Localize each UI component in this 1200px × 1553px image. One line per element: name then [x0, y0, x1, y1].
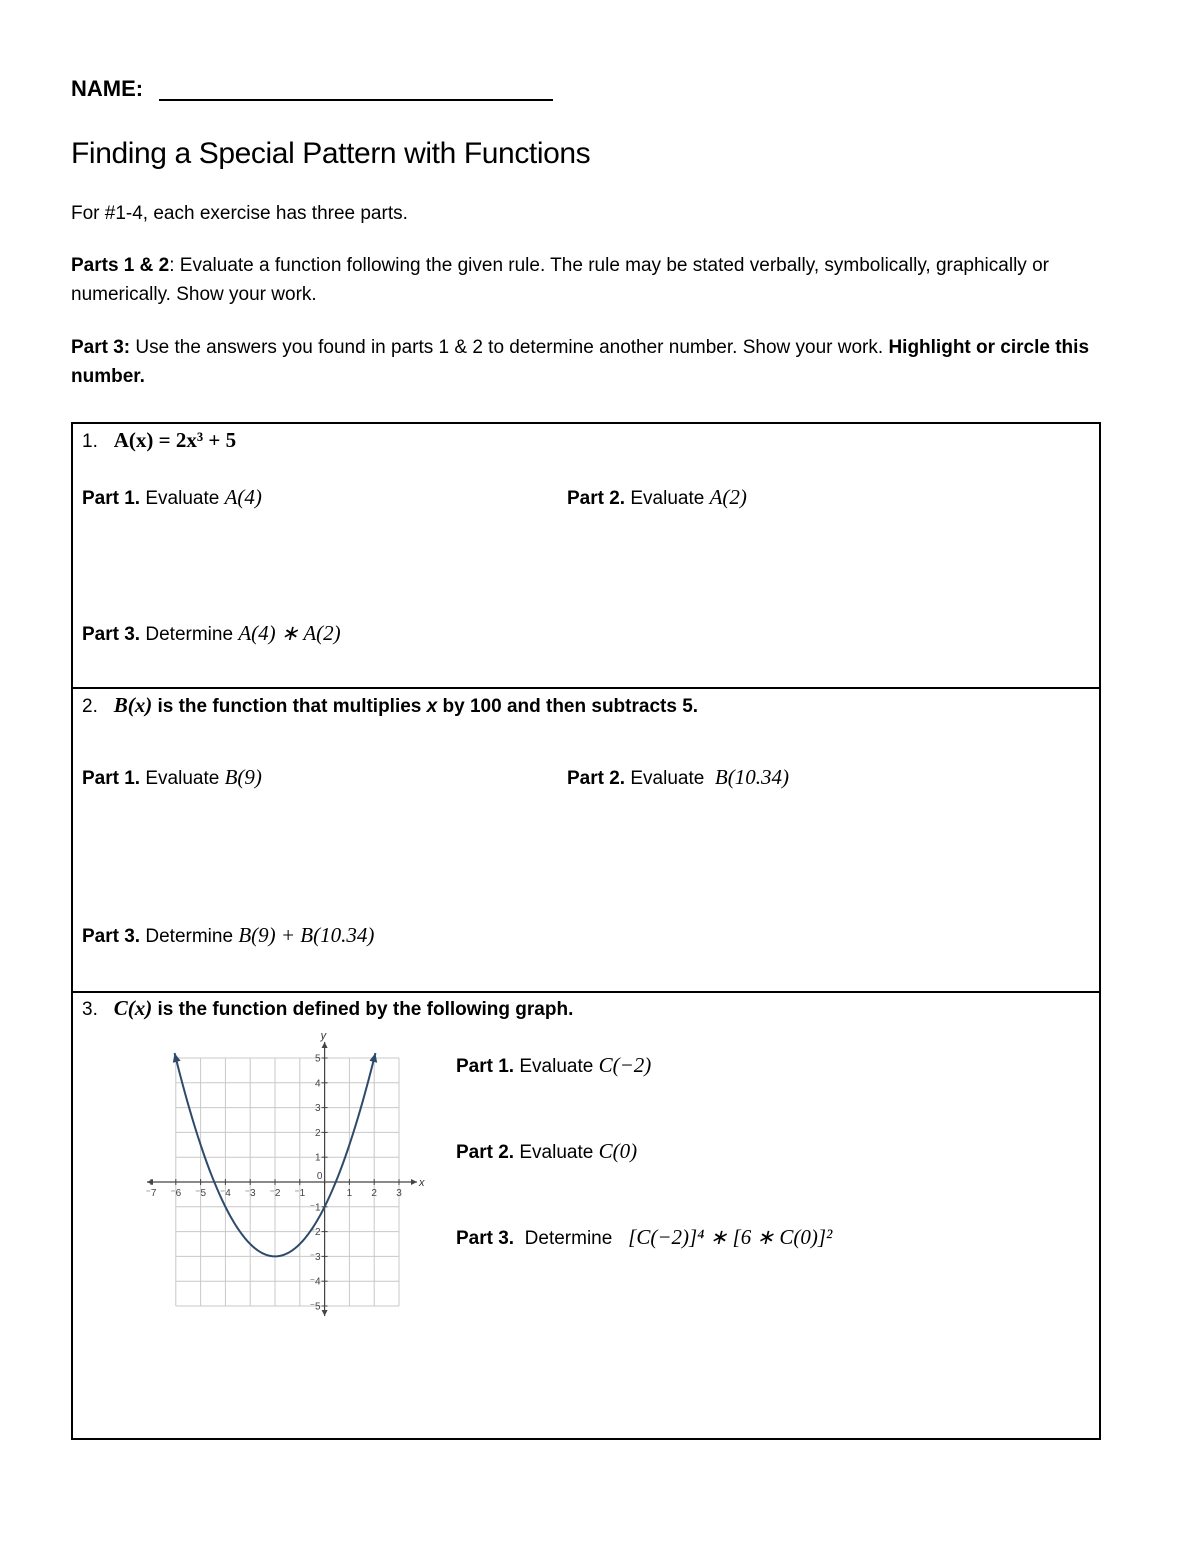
exercise-3-part2: Part 2. Evaluate C(0) [456, 1139, 638, 1163]
x-tick-label: ⁻7 [145, 1188, 157, 1199]
page-title: Finding a Special Pattern with Functions [71, 137, 591, 170]
exercise-3-heading: 3. C(x) is the function defined by the following graph. [82, 996, 574, 1020]
x-tick-label: ⁻2 [269, 1188, 281, 1199]
exercise-3-part3: Part 3. Determine [C(−2)]⁴ ∗ [6 ∗ C(0)]² [456, 1225, 833, 1249]
exercise-2-part1: Part 1. Evaluate B(9) [82, 765, 262, 789]
exercise-1-heading [82, 428, 236, 453]
parts12-label: Parts 1 & 2 [71, 255, 170, 276]
y-tick-label: ⁻2 [309, 1227, 321, 1239]
x-tick-label: 0 [316, 1171, 323, 1182]
part3-label: Part 3: [71, 337, 131, 358]
exercise-1-part3: Part 3. Determine A(4) ∗ A(2) [82, 621, 341, 645]
y-tick-label: ⁻4 [309, 1276, 321, 1288]
parts12-text: : Evaluate a function following the given rule. The rule may be stated verbally, symbolically, graphically or numerically. Show your work. [71, 255, 1049, 305]
y-tick-label: ⁻3 [309, 1251, 321, 1263]
exercise-3-box [71, 991, 1101, 1440]
y-tick-label: 5 [315, 1053, 321, 1065]
parts12-instruction [71, 251, 1131, 309]
exercise-2-box [71, 687, 1101, 993]
exercise-3-number: 3. [82, 999, 98, 1020]
y-tick-label: 4 [315, 1078, 321, 1090]
x-tick-label: 3 [396, 1188, 402, 1199]
y-axis-arrow [322, 1042, 328, 1048]
x-tick-label: 1 [346, 1188, 353, 1199]
part3-text: Use the answers you found in parts 1 & 2 to determine another number. Show your work. [130, 337, 889, 358]
y-axis-label: y [320, 1031, 327, 1042]
graph-axes [147, 1031, 425, 1316]
x-tick-label: ⁻3 [244, 1188, 256, 1199]
y-tick-label: 1 [315, 1152, 321, 1164]
x-tick-label: ⁻1 [294, 1188, 306, 1199]
y-tick-label: ⁻5 [309, 1301, 321, 1313]
exercise-2-part2: Part 2. Evaluate B(10.34) [567, 765, 789, 789]
x-tick-label: ⁻5 [195, 1188, 207, 1199]
exercise-1-rule: A(x) = 2x³ + 5 [113, 428, 237, 452]
exercise-1-box [71, 422, 1101, 689]
exercise-2-part3: Part 3. Determine B(9) + B(10.34) [82, 923, 375, 947]
name-label: NAME: [71, 76, 144, 101]
y-tick-label: 3 [315, 1103, 321, 1115]
x-axis-arrow-left [147, 1179, 153, 1185]
exercise-1-part2: Part 2. Evaluate A(2) [567, 485, 747, 509]
parabola-graph [135, 1031, 435, 1331]
exercise-2-number: 2. [82, 696, 98, 717]
intro-text: For #1-4, each exercise has three parts. [71, 203, 408, 224]
y-tick-label: 2 [315, 1127, 321, 1139]
exercise-1-number: 1. [82, 431, 98, 452]
exercise-2-heading: 2. B(x) is the function that multiplies x by 100 and then subtracts 5. [82, 693, 699, 717]
part3-emphasis: Highlight or circle this number. [71, 337, 1090, 387]
x-axis-label: x [419, 1177, 425, 1189]
y-axis-arrow-down [322, 1310, 328, 1316]
x-tick-label: ⁻4 [219, 1188, 231, 1199]
x-axis-arrow [411, 1179, 417, 1185]
exercise-3-part1: Part 1. Evaluate C(−2) [456, 1053, 652, 1077]
x-tick-label: 2 [371, 1188, 377, 1199]
part3-instruction [71, 333, 1131, 391]
x-tick-label: ⁻6 [170, 1188, 182, 1199]
exercise-1-part1: Part 1. Evaluate A(4) [82, 485, 262, 509]
y-tick-label: ⁻1 [309, 1202, 321, 1214]
name-blank-line[interactable] [159, 99, 553, 101]
